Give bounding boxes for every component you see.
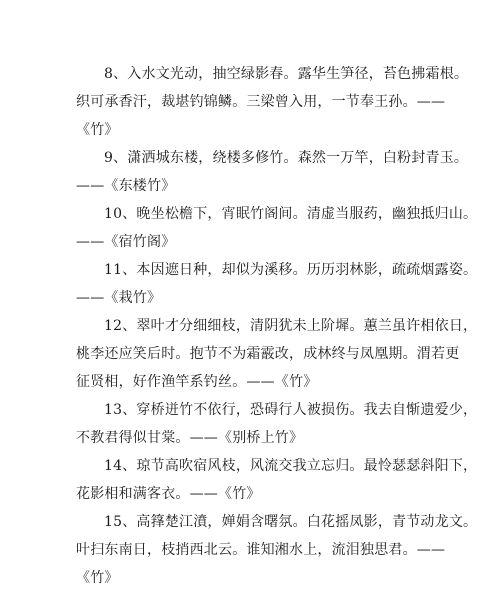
poem-line: 10、晚坐松檐下，宵眠竹阁间。清虚当服药，幽独抵归山。 [104, 206, 478, 222]
poem-line: 织可承香汗，裁堪钓锦鳞。三梁曾入用，一节奉王孙。—— [76, 94, 446, 110]
poem-line: ——《东楼竹》 [76, 178, 176, 194]
poem-line: 14、琼节高吹宿风枝，风流交我立忘归。最怜瑟瑟斜阳下， [104, 458, 478, 474]
poem-line: 8、入水文光动，抽空绿影春。露华生笋径，苔色拂霜根。 [104, 66, 469, 82]
poem-entry-11 [76, 256, 478, 312]
poem-line: 桃李还应笑后时。抱节不为霜霰改，成林终与凤凰期。渭若更 [76, 346, 460, 362]
poem-line: ——《宿竹阁》 [76, 234, 176, 250]
poem-entry-8 [76, 60, 469, 144]
poem-entry-14 [76, 452, 478, 508]
poem-line: 15、高箨楚江濆，婵娟含曙氛。白花摇凤影，青节动龙文。 [104, 514, 478, 530]
poem-line: 《竹》 [76, 122, 119, 138]
poem-line: 不教君得似甘棠。——《别桥上竹》 [76, 430, 304, 446]
poem-entry-15 [76, 508, 478, 592]
poem-entry-12 [76, 312, 478, 396]
poem-line: 12、翠叶才分细细枝，清阴犹未上阶墀。蕙兰虽许相依日， [104, 318, 478, 334]
poem-entry-9 [76, 144, 469, 200]
poem-line: 花影相和满客衣。——《竹》 [76, 486, 261, 502]
poem-line: 13、穿桥迸竹不依行，恐碍行人被损伤。我去自惭遗爱少， [104, 402, 478, 418]
poem-entry-13 [76, 396, 478, 452]
poem-line: 征贤相，好作渔竿系钓丝。——《竹》 [76, 374, 318, 390]
poem-line: 11、本因遮日种，却似为溪移。历历羽林影，疏疏烟露姿。 [104, 262, 478, 278]
poem-line: 叶扫东南日，枝捎西北云。谁知湘水上，流泪独思君。—— [76, 542, 446, 558]
poem-line: 《竹》 [76, 570, 119, 586]
poem-line: 9、潇洒城东楼，绕楼多修竹。森然一万竿，白粉封青玉。 [104, 150, 469, 166]
poem-entry-10 [76, 200, 478, 256]
poem-line: ——《栽竹》 [76, 290, 162, 306]
